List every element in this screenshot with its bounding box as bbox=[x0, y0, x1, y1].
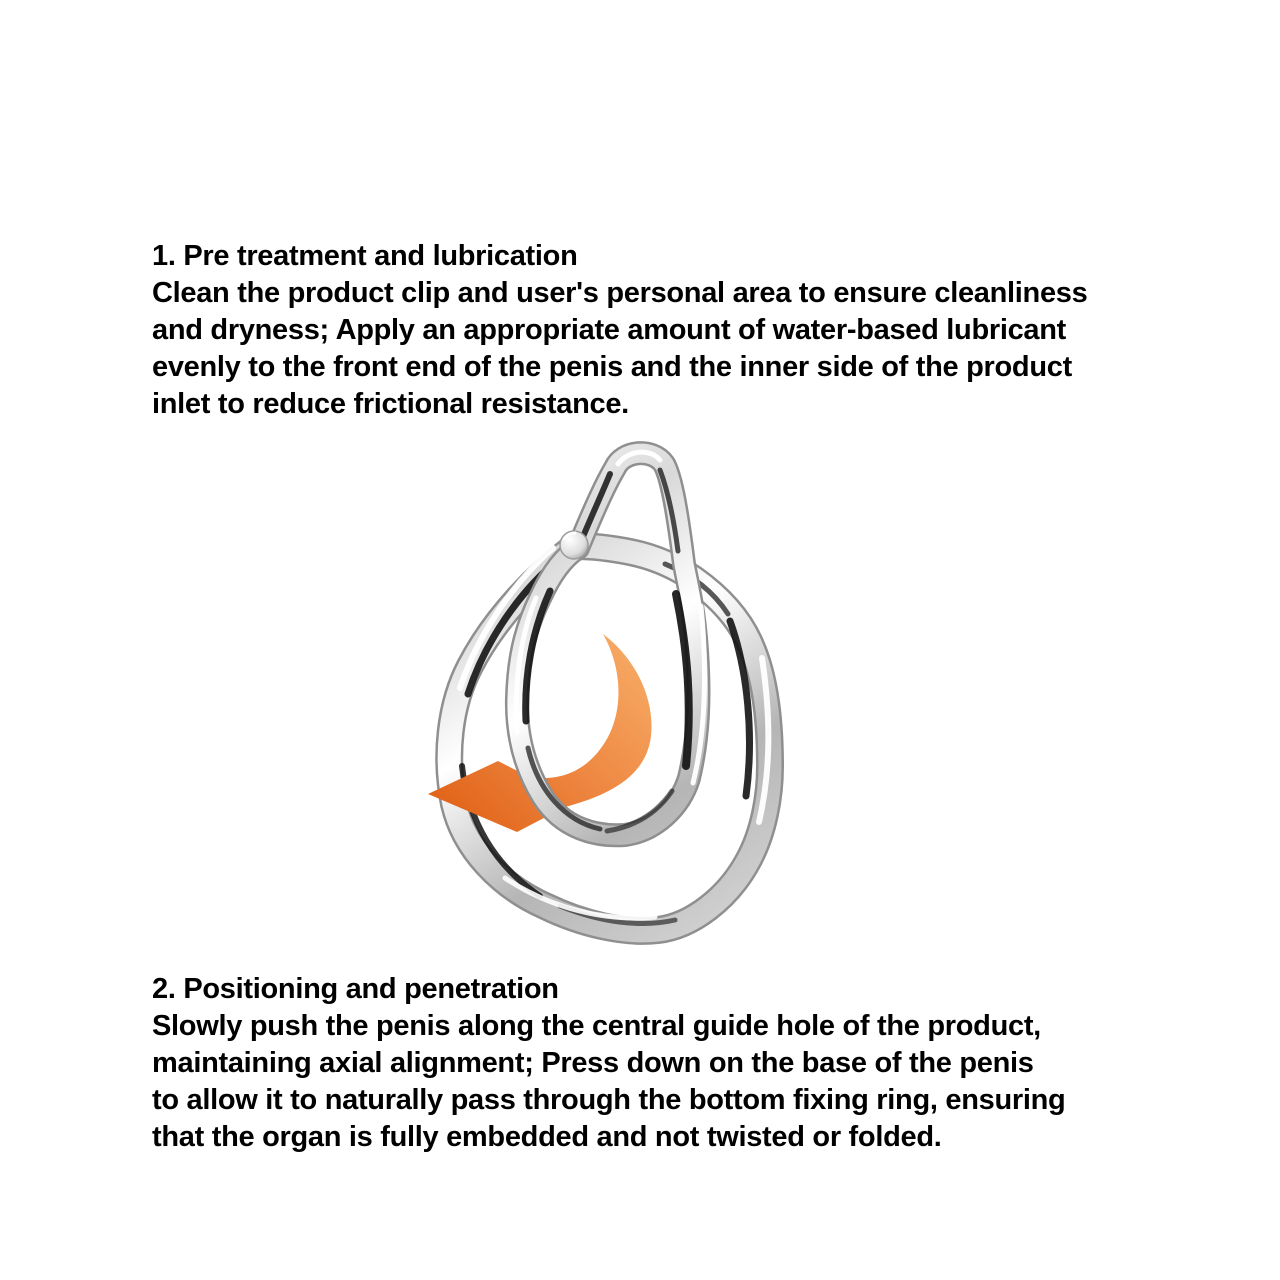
step2-line-1: Slowly push the penis along the central guide hole of the product, bbox=[152, 1010, 1041, 1042]
step1-line-2: and dryness; Apply an appropriate amount of water-based lubricant bbox=[152, 314, 1067, 346]
step2-title: 2. Positioning and penetration bbox=[152, 973, 559, 1005]
step1-line-1: Clean the product clip and user's personal area to ensure cleanliness bbox=[152, 277, 1088, 309]
step2-line-3: to allow it to naturally pass through the bottom fixing ring, ensuring bbox=[152, 1084, 1066, 1116]
product-figure bbox=[410, 436, 890, 952]
step1-line-3: evenly to the front end of the penis and the inner side of the product bbox=[152, 351, 1072, 383]
step2-line-4: that the organ is fully embedded and not twisted or folded. bbox=[152, 1121, 942, 1153]
step2-line-2: maintaining axial alignment; Press down on the base of the penis bbox=[152, 1047, 1034, 1079]
pivot-ball-icon bbox=[560, 531, 588, 559]
step2-section bbox=[152, 971, 1162, 1156]
step1-section bbox=[152, 238, 1162, 423]
step1-title: 1. Pre treatment and lubrication bbox=[152, 240, 578, 272]
step1-line-4: inlet to reduce frictional resistance. bbox=[152, 388, 629, 420]
